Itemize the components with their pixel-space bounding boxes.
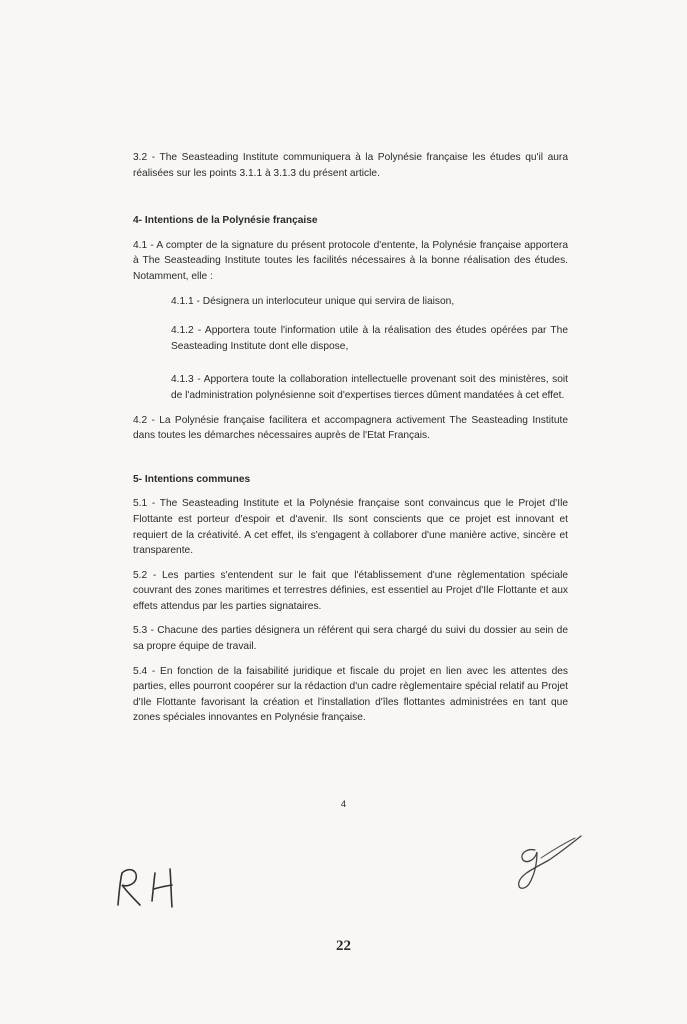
paragraph-4-1-3: 4.1.3 - Apportera toute la collaboration intellectuelle provenant soit des ministères, soit de l'administration polynésienne soit d'expertises tierces dûment mandatées à cet effet. xyxy=(171,374,568,401)
paragraph-3-2: 3.2 - The Seasteading Institute communiquera à la Polynésie française les études qu'il aura réalisées sur les points 3.1.1 à 3.1.3 du présent article. xyxy=(133,152,568,179)
paragraph-5-3: 5.3 - Chacune des parties désignera un référent qui sera chargé du suivi du dossier au sein de sa propre équipe de travail. xyxy=(133,625,568,653)
initials-signature-right xyxy=(505,820,585,895)
paragraph-4-2: 4.2 - La Polynésie française facilitera et accompagnera activement The Seasteading Institute dans toutes les démarches nécessaires auprès de l'Etat Français. xyxy=(133,414,568,442)
paragraph-5-1: 5.1 - The Seasteading Institute et la Polynésie française sont convaincus que le Projet d'Ile Flottante est porteur d'espoir et d'avenir. Ils sont conscients que ce projet est innovant et requiert de la créativité. A cet effet, ils s'engagent à collaborer d'une manière active, sincère et transparente. xyxy=(133,498,568,557)
paragraph-4-1-1: 4.1.1 - Désignera un interlocuteur unique qui servira de liaison, xyxy=(171,295,455,307)
section-4-heading: 4- Intentions de la Polynésie française xyxy=(133,215,318,227)
page-number: 4 xyxy=(340,799,347,810)
paragraph-5-2: 5.2 - Les parties s'entendent sur le fait que l'établissement d'une règlementation spéciale couvrant des zones maritimes et terrestres définies, est essentiel au Projet d'Ile Flottante et aux effets attendus par les parties signataires. xyxy=(133,569,568,612)
paragraph-5-4: 5.4 - En fonction de la faisabilité juridique et fiscale du projet en lien avec les attentes des parties, elles pourront coopérer sur la rédaction d'un cadre règlementaire spécial relatif au Projet d'Ile Flottante favorisant la création et l'installation d'îles flottantes administrées en tant que zones spéciales innovantes en Polynésie française. xyxy=(133,665,568,724)
document-body xyxy=(133,150,568,735)
paragraph-4-1: 4.1 - A compter de la signature du présent protocole d'entente, la Polynésie française apportera à The Seasteading Institute toutes les facilités nécessaires à la bonne réalisation des études. Notamment, elle : xyxy=(133,239,568,282)
section-5-heading: 5- Intentions communes xyxy=(133,473,251,485)
initials-signature-left xyxy=(110,855,200,915)
footer-page-number: 22 xyxy=(336,938,351,954)
paragraph-4-1-2: 4.1.2 - Apportera toute l'information utile à la réalisation des études opérées par The Seasteading Institute dont elle dispose, xyxy=(171,325,568,352)
